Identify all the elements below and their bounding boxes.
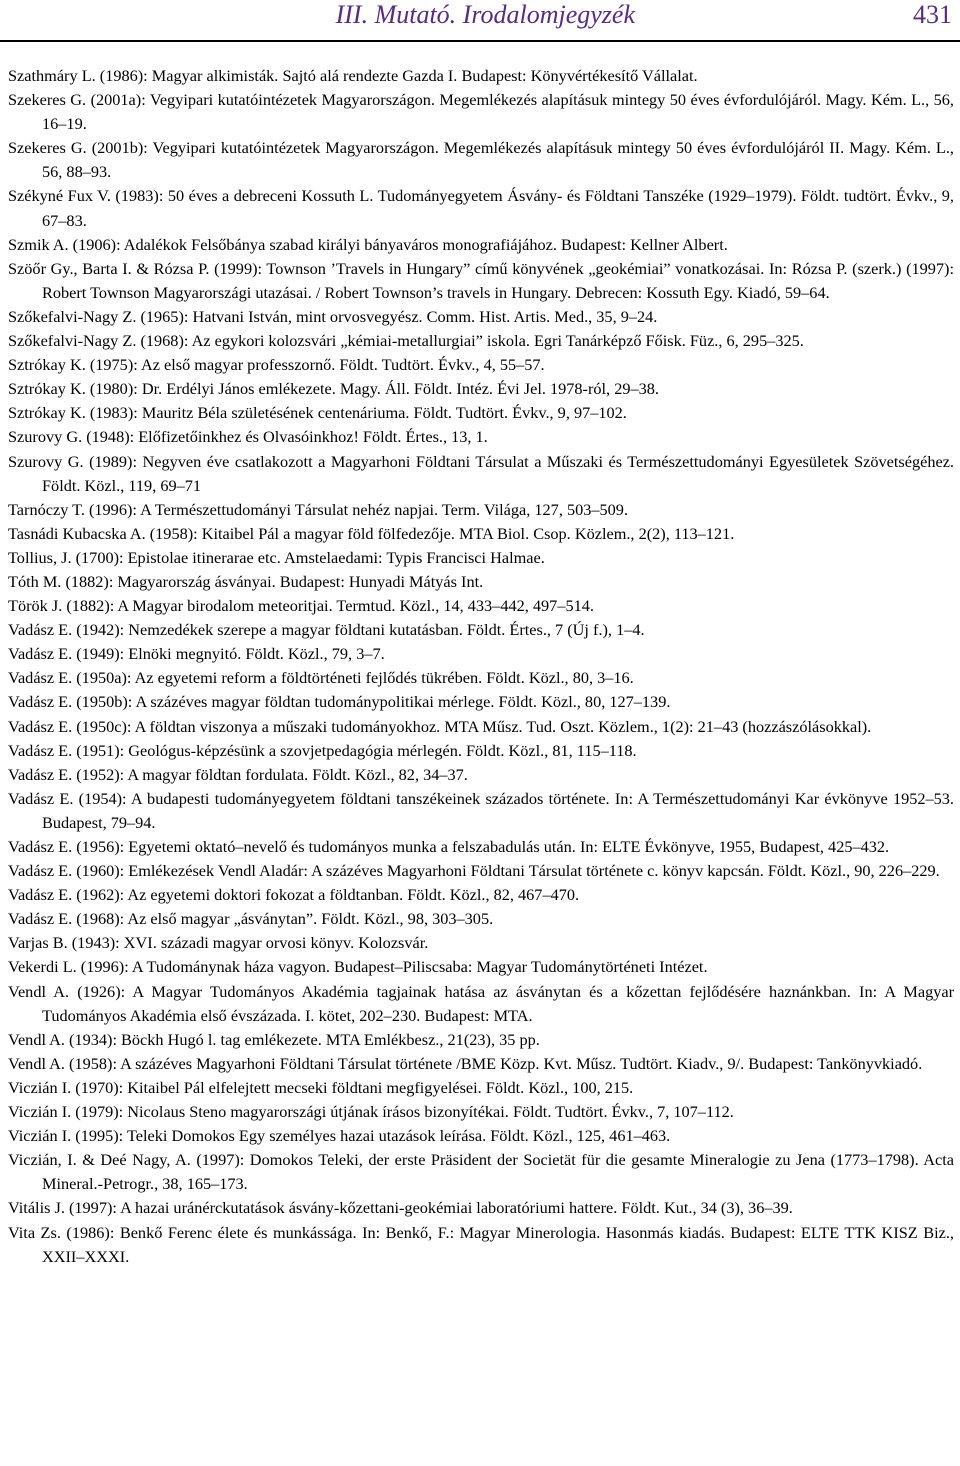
bibliography-entry: Tollius, J. (1700): Epistolae itinerarae etc. Amstelaedami: Typis Francisci Halmae. (8, 547, 545, 567)
bibliography-entry: Viczián I. (1995): Teleki Domokos Egy személyes hazai utazások leírása. Földt. Közl., 125, 461–463. (8, 1126, 671, 1146)
bibliography-entry: Vadász E. (1956): Egyetemi oktató–nevelő és tudományos munka a felszabadulás után. In: ELTE Évkönyve, 1955, Budapest, 425–432. (8, 837, 890, 856)
bibliography-entry: Szekeres G. (2001a): Vegyipari kutatóintézetek Magyarországon. Megemlékezés alapításuk mintegy 50 éves évfordulójáról. Magy. Kém. L., 56, 16–19. (8, 90, 954, 134)
bibliography-entry: Vadász E. (1954): A budapesti tudományegyetem földtani tanszékeinek százados története. In: A Természettudományi Kar évkönyve 1952–53. Budapest, 79–94. (8, 788, 954, 832)
bibliography-entry: Szőkefalvi-Nagy Z. (1968): Az egykori kolozsvári „kémiai-metallurgiai” iskola. Egri Tanárképző Főisk. Füz., 6, 295–325. (8, 331, 804, 351)
bibliography-entry: Viczián I. (1979): Nicolaus Steno magyarországi útjának írásos bizonyítékai. Földt. Tudtört. Évkv., 7, 107–112. (8, 1102, 734, 1122)
bibliography-entry: Vadász E. (1949): Elnöki megnyitó. Földt. Közl., 79, 3–7. (8, 644, 385, 664)
bibliography-entry: Vadász E. (1950a): Az egyetemi reform a földtörténeti fejlődés tükrében. Földt. Közl., 80, 3–16. (8, 668, 634, 688)
bibliography-entry: Vadász E. (1968): Az első magyar „ásványtan”. Földt. Közl., 98, 303–305. (8, 909, 494, 929)
bibliography-entry: Vadász E. (1942): Nemzedékek szerepe a magyar földtani kutatásban. Földt. Értes., 7 (Új f.), 1–4. (8, 620, 645, 640)
bibliography-entry: Szekeres G. (2001b): Vegyipari kutatóintézetek Magyarországon. Megemlékezés alapításuk mintegy 50 éves évfordulójáról II. Magy. Kém. L., 56, 88–93. (8, 138, 954, 182)
bibliography-entry: Tasnádi Kubacska A. (1958): Kitaibel Pál a magyar föld fölfedezője. MTA Biol. Csop. Közlem., 2(2), 113–121. (8, 523, 735, 543)
bibliography-entry: Sztrókay K. (1975): Az első magyar professzornő. Földt. Tudtört. Évkv., 4, 55–57. (8, 355, 545, 375)
bibliography-entry: Szathmáry L. (1986): Magyar alkimisták. Sajtó alá rendezte Gazda I. Budapest: Könyvértékesítő Vállalat. (8, 66, 698, 85)
bibliography-entry: Székyné Fux V. (1983): 50 éves a debreceni Kossuth L. Tudományegyetem Ásvány- és Földtani Tanszéke (1929–1979). Földt. tudtört. Évkv., 9, 67–83. (8, 186, 954, 230)
running-head-title: III. Mutató. Irodalomjegyzék (335, 0, 635, 29)
bibliography-entry: Vita Zs. (1986): Benkő Ferenc élete és munkássága. In: Benkő, F.: Magyar Minerologia. Hasonmás kiadás. Budapest: ELTE TTK KISZ Biz., XXII–XXXI. (8, 1222, 954, 1266)
bibliography-entry: Tóth M. (1882): Magyarország ásványai. Budapest: Hunyadi Mátyás Int. (8, 571, 484, 591)
bibliography-entry: Vitális J. (1997): A hazai uránérckutatások ásvány-kőzettani-geokémiai laboratóriumi hattere. Földt. Kut., 34 (3), 36–39. (8, 1198, 793, 1218)
bibliography-entry: Vendl A. (1934): Böckh Hugó l. tag emlékezete. MTA Emlékbesz., 21(23), 35 pp. (8, 1029, 540, 1049)
bibliography-entry: Szőkefalvi-Nagy Z. (1965): Hatvani István, mint orvosvegyész. Comm. Hist. Artis. Med., 35, 9–24. (8, 306, 658, 326)
bibliography-entry: Tarnóczy T. (1996): A Természettudományi Társulat nehéz napjai. Term. Világa, 127, 503–509. (8, 499, 629, 519)
bibliography-entry: Viczián I. (1970): Kitaibel Pál elfelejtett mecseki földtani megfigyelései. Földt. Közl., 100, 215. (8, 1077, 634, 1097)
bibliography-entry: Török J. (1882): A Magyar birodalom meteoritjai. Termtud. Közl., 14, 433–442, 497–514. (8, 596, 594, 616)
header-rule (0, 40, 960, 42)
bibliography-entry: Vadász E. (1950c): A földtan viszonya a műszaki tudományokhoz. MTA Műsz. Tud. Oszt. Közlem., 1(2): 21–43 (hozzászólásokkal). (8, 716, 872, 736)
bibliography-entry: Vadász E. (1960): Emlékezések Vendl Aladár: A százéves Magyarhoni Földtani Társulat története c. könyv kapcsán. Földt. Közl., 90, 226–229. (8, 861, 940, 881)
bibliography-entry: Viczián, I. & Deé Nagy, A. (1997): Domokos Teleki, der erste Präsident der Societät für die gesamte Mineralogie zu Jena (1773–1798). Acta Mineral.-Petrogr., 38, 165–173. (8, 1150, 954, 1194)
bibliography-entry: Vekerdi L. (1996): A Tudománynak háza vagyon. Budapest–Piliscsaba: Magyar Tudománytörténeti Intézet. (8, 957, 708, 977)
bibliography-entry: Vadász E. (1950b): A százéves magyar földtan tudománypolitikai mérlege. Földt. Közl., 80, 127–139. (8, 692, 671, 712)
bibliography-entry: Varjas B. (1943): XVI. századi magyar orvosi könyv. Kolozsvár. (8, 933, 429, 953)
page-number: 431 (913, 0, 952, 29)
bibliography-entry: Vendl A. (1926): A Magyar Tudományos Akadémia tagjainak hatása az ásványtan és a kőzettan fejlődésére haznánkban. In: A Magyar Tudományos Akadémia első évszázada. I. kötet, 202–230. Budapest: MTA. (8, 981, 954, 1025)
bibliography-entry: Szurovy G. (1989): Negyven éve csatlakozott a Magyarhoni Földtani Társulat a Műszaki és Természettudományi Egyesületek Szövetségéhez. Földt. Közl., 119, 69–71 (8, 451, 954, 495)
bibliography-entry: Vadász E. (1952): A magyar földtan fordulata. Földt. Közl., 82, 34–37. (8, 764, 468, 784)
bibliography-entry: Sztrókay K. (1983): Mauritz Béla születésének centenáriuma. Földt. Tudtört. Évkv., 9, 97–102. (8, 403, 627, 423)
page-header (0, 0, 960, 38)
bibliography-entry: Szöőr Gy., Barta I. & Rózsa P. (1999): Townson ’Travels in Hungary” című könyvének „geokémiai” vonatkozásai. In: Rózsa P. (szerk.) (1997): Robert Townson Magyarországi utazásai. / Robert Townson’s travels in Hungary. Debrecen: Kossuth Egy. Kiadó, 59–64. (8, 258, 954, 302)
bibliography-list (8, 64, 954, 1269)
bibliography-entry: Sztrókay K. (1980): Dr. Erdélyi János emlékezete. Magy. Áll. Földt. Intéz. Évi Jel. 1978-ról, 29–38. (8, 379, 659, 399)
bibliography-entry: Szmik A. (1906): Adalékok Felsőbánya szabad királyi bányaváros monografiájához. Budapest: Kellner Albert. (8, 234, 728, 254)
bibliography-entry: Szurovy G. (1948): Előfizetőinkhez és Olvasóinkhoz! Földt. Értes., 13, 1. (8, 427, 488, 447)
bibliography-entry: Vendl A. (1958): A százéves Magyarhoni Földtani Társulat története /BME Közp. Kvt. Műsz. Tudtört. Kiadv., 9/. Budapest: Tankönyvkiadó. (8, 1053, 923, 1073)
bibliography-entry: Vadász E. (1951): Geológus-képzésünk a szovjetpedagógia mérlegén. Földt. Közl., 81, 115–118. (8, 740, 637, 760)
bibliography-entry: Vadász E. (1962): Az egyetemi doktori fokozat a földtanban. Földt. Közl., 82, 467–470. (8, 885, 580, 905)
